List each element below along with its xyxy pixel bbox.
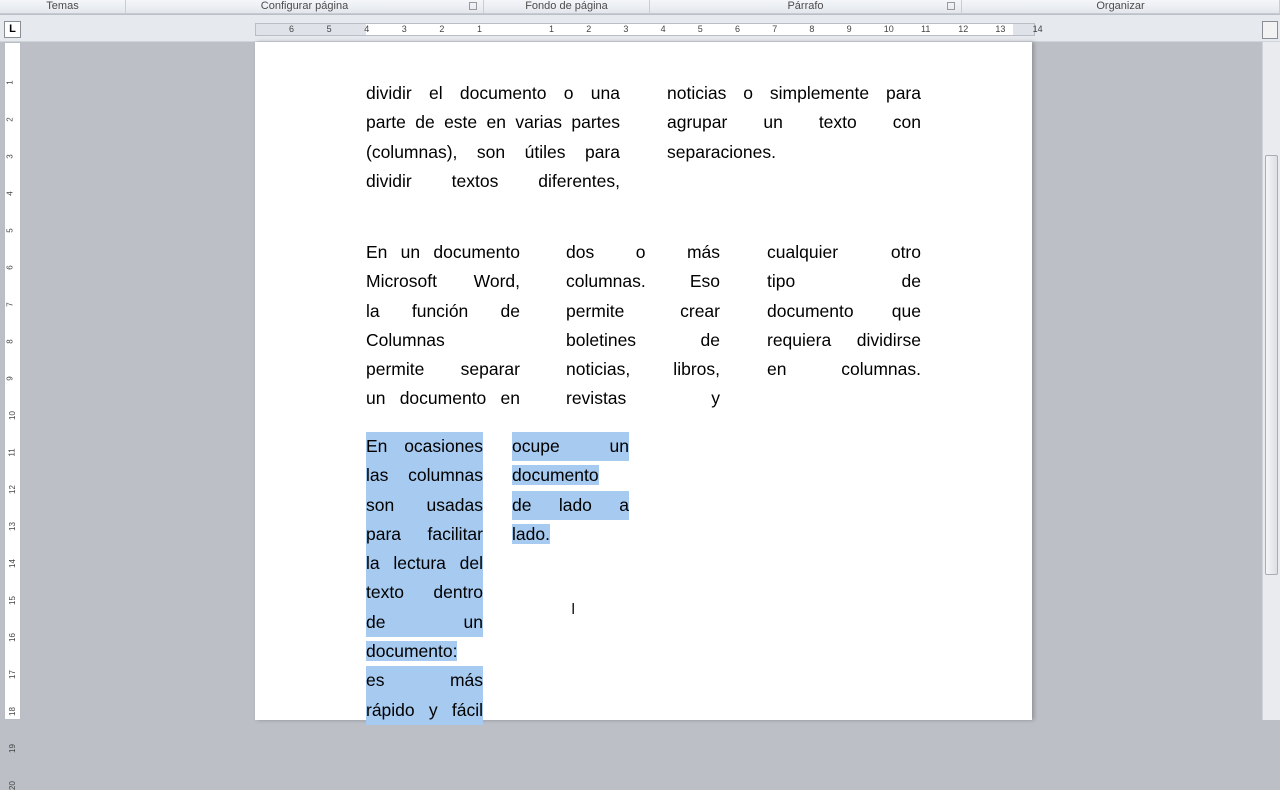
line-text: ocupe un <box>512 436 629 456</box>
vruler-number: 9 <box>5 376 15 381</box>
ribbon-group-0 <box>0 0 126 14</box>
ruler-number: 4 <box>660 24 666 34</box>
vruler-number: 7 <box>5 302 15 307</box>
dialog-launcher-icon[interactable] <box>469 2 477 10</box>
vruler-number: 18 <box>7 707 17 716</box>
text-line <box>366 491 483 520</box>
ruler-number: 3 <box>401 24 407 34</box>
ruler-number: 9 <box>846 24 852 34</box>
ruler-number: 1 <box>477 24 483 34</box>
text-line <box>566 355 720 384</box>
line-text: Columnas <box>366 329 445 350</box>
ruler-number: 10 <box>883 24 894 34</box>
ruler-number: 1 <box>549 24 555 34</box>
line-text: texto dentro <box>366 582 483 603</box>
ruler-number: 8 <box>809 24 815 34</box>
line-text: boletines de <box>566 329 720 350</box>
text-line <box>667 79 921 108</box>
ribbon-group-2 <box>484 0 650 14</box>
vruler-number: 17 <box>7 670 17 679</box>
ruler-number: 7 <box>772 24 778 34</box>
vruler-number: 4 <box>5 191 15 196</box>
vruler-number: 14 <box>7 559 17 568</box>
text-line <box>566 384 720 413</box>
line-text: en columnas. <box>767 359 921 380</box>
ruler-number: 2 <box>586 24 592 34</box>
text-column[interactable] <box>566 238 720 414</box>
group-label: Fondo de página <box>525 0 608 12</box>
text-line <box>366 138 620 167</box>
line-text: agrupar un texto con <box>667 112 921 133</box>
group-label: Párrafo <box>787 0 824 12</box>
vruler-number: 20 <box>7 781 17 790</box>
ruler-number: 6 <box>289 24 295 34</box>
text-cursor-icon: I <box>571 601 576 618</box>
scrollbar-thumb[interactable] <box>1265 155 1278 575</box>
ruler-number: 6 <box>735 24 741 34</box>
text-line <box>366 696 483 725</box>
vertical-ruler[interactable] <box>4 42 21 790</box>
vruler-number: 13 <box>7 522 17 531</box>
ribbon-group-labels <box>0 0 1280 14</box>
text-line <box>767 326 921 355</box>
ribbon-group-1 <box>126 0 484 14</box>
vruler-number: 11 <box>7 448 17 457</box>
text-line <box>667 108 921 137</box>
document-page[interactable] <box>255 42 1032 720</box>
vertical-scrollbar[interactable] <box>1262 42 1280 720</box>
text-column[interactable] <box>366 432 483 725</box>
line-text: un documento en <box>366 388 520 409</box>
text-line <box>366 108 620 137</box>
line-text: dos o más <box>566 242 720 262</box>
line-text: las columnas <box>366 465 483 486</box>
ruler-bar <box>0 15 1280 42</box>
line-text: revistas y <box>566 388 720 409</box>
text-column[interactable] <box>366 238 520 414</box>
text-line <box>767 238 921 267</box>
text-line <box>366 355 520 384</box>
line-text: noticias, libros, <box>566 359 720 380</box>
text-line <box>366 326 520 355</box>
text-line <box>512 491 629 520</box>
ruler-number: 11 <box>921 24 931 34</box>
ruler-number: 13 <box>995 24 1006 34</box>
line-text: la lectura del <box>366 553 483 574</box>
tab-stop-selector[interactable]: L <box>4 21 21 38</box>
text-line <box>767 267 921 296</box>
text-line <box>512 432 629 461</box>
text-column[interactable] <box>767 238 921 384</box>
line-text: En ocasiones <box>366 436 483 456</box>
vruler-number: 15 <box>7 596 17 605</box>
line-text: documento que <box>767 300 921 321</box>
ruler-number: 12 <box>958 24 969 34</box>
dialog-launcher-icon[interactable] <box>947 2 955 10</box>
line-text: columnas. Eso <box>566 271 720 292</box>
vruler-number: 8 <box>5 339 15 344</box>
line-text: requiera dividirse <box>767 329 921 350</box>
vruler-number: 19 <box>7 744 17 753</box>
line-text: permite separar <box>366 359 520 380</box>
vruler-number: 6 <box>5 265 15 270</box>
text-column[interactable] <box>667 79 921 167</box>
vruler-number: 3 <box>5 154 15 159</box>
text-line <box>366 637 483 666</box>
text-line <box>512 520 629 549</box>
text-line <box>366 578 483 607</box>
vruler-number: 5 <box>5 228 15 233</box>
text-line <box>566 326 720 355</box>
text-column[interactable] <box>512 432 629 549</box>
group-label: Temas <box>46 0 79 12</box>
text-line <box>366 520 483 549</box>
text-line <box>366 167 620 196</box>
ruler-number: 14 <box>1032 24 1043 34</box>
ribbon-group-3 <box>650 0 962 14</box>
line-text: (columnas), son útiles para <box>366 141 620 162</box>
line-text: noticias o simplemente para <box>667 83 921 103</box>
vruler-number: 12 <box>7 485 17 494</box>
text-line <box>366 79 620 108</box>
line-text: tipo de <box>767 271 921 292</box>
line-text: cualquier otro <box>767 242 921 262</box>
text-line <box>767 355 921 384</box>
text-line <box>366 666 483 695</box>
view-ruler-button[interactable] <box>1262 21 1278 39</box>
line-text: es más <box>366 670 483 691</box>
group-label: Configurar página <box>260 0 349 12</box>
text-line <box>512 461 629 490</box>
line-text: parte de este en varias partes <box>366 112 620 133</box>
line-text: En un documento <box>366 242 520 262</box>
line-text: la función de <box>366 300 520 321</box>
text-line <box>566 267 720 296</box>
ruler-number: 5 <box>326 24 332 34</box>
group-label: Organizar <box>1096 0 1145 12</box>
vruler-number: 1 <box>5 80 15 85</box>
text-line <box>767 297 921 326</box>
text-line <box>566 238 720 267</box>
text-line <box>366 384 520 413</box>
ruler-number: 2 <box>439 24 445 34</box>
text-line <box>366 461 483 490</box>
line-text: documento <box>512 465 599 486</box>
line-text: son usadas <box>366 494 483 515</box>
line-text: dividir textos diferentes, <box>366 170 620 191</box>
line-text: Microsoft Word, <box>366 271 520 292</box>
line-text: separaciones. <box>667 141 776 162</box>
vruler-number: 2 <box>5 117 15 122</box>
line-text: de un <box>366 611 483 632</box>
text-line <box>366 238 520 267</box>
text-line <box>366 267 520 296</box>
line-text: permite crear <box>566 300 720 321</box>
line-text: lado. <box>512 523 550 544</box>
ruler-number: 3 <box>623 24 629 34</box>
text-line <box>366 608 483 637</box>
vruler-number: 16 <box>7 633 17 642</box>
text-line <box>366 549 483 578</box>
text-line <box>366 297 520 326</box>
ribbon-group-4 <box>962 0 1280 14</box>
line-text: dividir el documento o una <box>366 83 620 103</box>
text-line <box>566 297 720 326</box>
line-text: para facilitar <box>366 523 483 544</box>
line-text: rápido y fácil <box>366 699 483 720</box>
ruler-number: 5 <box>697 24 703 34</box>
horizontal-ruler[interactable] <box>255 23 1043 36</box>
text-line <box>667 138 921 167</box>
ruler-number: 4 <box>364 24 370 34</box>
text-column[interactable] <box>366 79 620 196</box>
line-text: de lado a <box>512 494 629 515</box>
vruler-number: 10 <box>7 411 17 420</box>
text-line <box>366 432 483 461</box>
line-text: documento: <box>366 641 458 662</box>
